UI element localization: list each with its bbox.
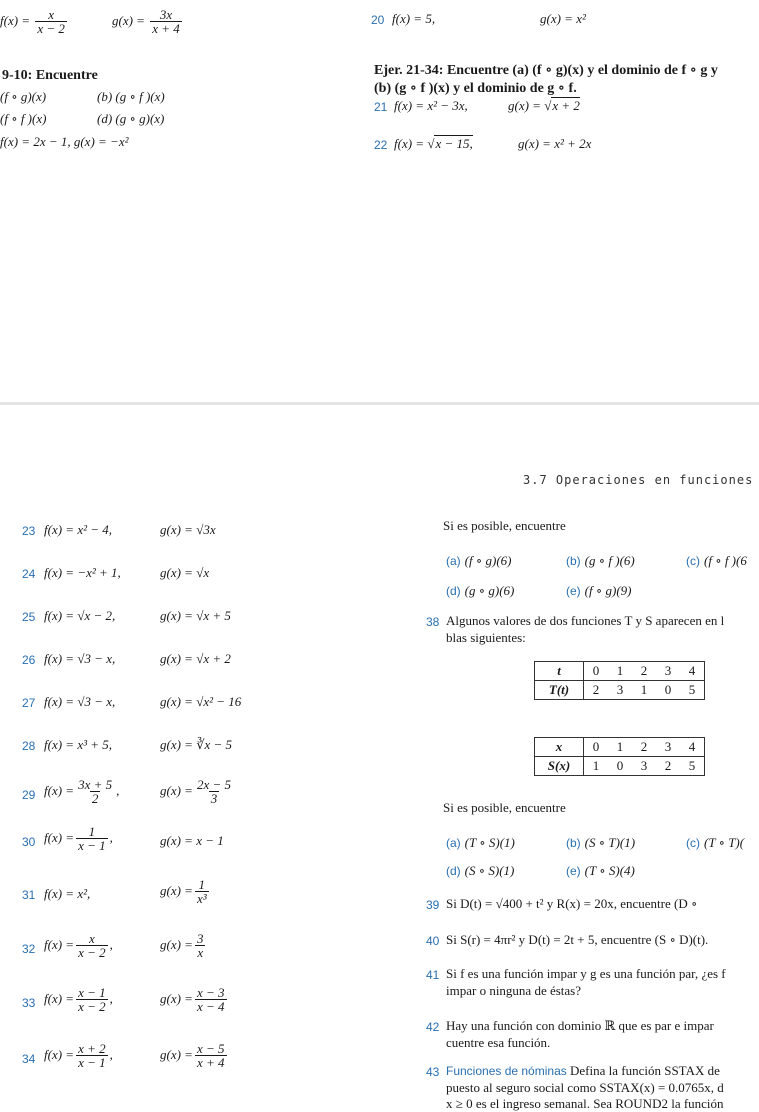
ex27-g: g(x) = √x² − 16 [160,694,242,709]
ex9-10-c: (f ∘ f )(x) [0,111,47,126]
table-T [534,661,705,700]
ex31-g-den: x³ [196,891,207,906]
table-S-row-Sx [535,757,705,776]
ex27-f: f(x) = √3 − x, [44,694,116,709]
part-e-row1 [566,582,631,600]
ex32-g [160,932,207,960]
part-e-expr: (f ∘ g)(9) [584,583,632,598]
table-cell: 1 [584,757,609,776]
table-cell: 0 [656,681,680,700]
top-g-num: 3x [159,7,173,22]
page-divider [0,402,759,405]
ex34-f-num: x + 2 [78,1041,106,1056]
part-b-row1 [566,552,635,570]
ex21-f: f(x) = x² − 3x, [394,98,468,113]
possible-find-2: Si es posible, encuentre [443,800,566,815]
ex27-number: 27 [22,696,36,710]
ex33-g [160,986,229,1014]
table-cell: 2 [632,662,656,681]
ex32-number: 32 [22,942,36,956]
part-a-label: (a) [446,554,461,568]
ex30-f-label: f(x) = [44,829,75,845]
ex33-g-num: x − 3 [196,985,225,1000]
table-cell: 4 [680,662,705,681]
ex20-f: f(x) = 5, [392,11,436,26]
part-c-label: (c) [686,554,700,568]
ex30-f: f(x) = $\frac{1}{x - 1}$ , [44,824,113,853]
ex22-f-radicand: x − 15, [435,136,473,151]
ex29-g-fraction [195,778,233,806]
part-a2-label: (a) [446,836,461,850]
ex43-number: 43 [426,1065,440,1079]
ex10-defs: f(x) = 2x − 1, g(x) = −x² [0,134,129,149]
part-a-row1 [446,552,511,570]
ex39-number: 39 [426,898,440,912]
ex33-g-den: x − 4 [196,999,225,1014]
ex30-g: g(x) = x − 1 [160,833,224,848]
ex39-text: Si D(t) = √400 + t² y R(x) = 20x, encuentre (D ∘ [446,896,698,911]
part-d-label: (d) [446,584,461,598]
ex31-number: 31 [22,888,36,902]
ex33-f-den: x − 2 [78,999,106,1014]
ex34-f-fraction [76,1042,108,1070]
ex34-g-label: g(x) = [160,1046,193,1062]
table-cell: 2 [656,757,680,776]
ex32-g-num: 3 [196,931,204,946]
ex9-10-d: (d) (g ∘ g)(x) [97,111,165,126]
ex31-g-fraction [195,878,209,906]
ex22-f: f(x) = √x − 15, [394,136,473,151]
ex34-g-num: x − 5 [196,1041,225,1056]
table-S-row-x [535,738,705,757]
ex34-g-fraction [195,1042,227,1070]
part-d2-label: (d) [446,864,461,878]
ex42-line1: Hay una función con dominio ℝ que es par e impar [446,1018,714,1033]
table-cell: 2 [584,681,609,700]
ex22-number: 22 [374,138,388,152]
ex34-f: f(x) = $\frac{x + 2}{x - 1}$ , [44,1041,113,1070]
part-e2-label: (e) [566,864,581,878]
ex43-line1 [446,1063,720,1079]
ex32-g-label: g(x) = [160,936,193,952]
ex32-f: f(x) = $\frac{x}{x - 2}$ , [44,931,113,960]
ex34-number: 34 [22,1052,36,1066]
ex29-f-label: f(x) = [44,782,75,798]
ex43-title: Funciones de nóminas [446,1064,567,1078]
ex23-g: g(x) = √3x [160,522,216,537]
ex31-g [160,878,211,906]
part-c2-label: (c) [686,836,700,850]
ex34-f-label: f(x) = [44,1046,75,1062]
top-g-label: g(x) = [112,12,145,28]
ex29-g-label: g(x) = [160,782,193,798]
ex9-10-a: (f ∘ g)(x) [0,89,47,104]
ex30-f-fraction [76,825,108,853]
ex42-number: 42 [426,1020,440,1034]
part-d-row2 [446,862,514,880]
part-d-expr: (g ∘ g)(6) [464,583,515,598]
ex40-text: Si S(r) = 4πr² y D(t) = 2t + 5, encuentre (S ∘ D)(t). [446,932,709,947]
top-f-num: x [48,7,54,22]
top-g-def [112,8,184,36]
ex28-g: g(x) = ∛x − 5 [160,737,233,752]
table-T-row-t [535,662,705,681]
top-f-def [0,8,69,36]
part-e-label: (e) [566,584,581,598]
ex30-number: 30 [22,835,36,849]
ex23-f: f(x) = x² − 4, [44,522,113,537]
ex41-line1: Si f es una función impar y g es una función par, ¿es f [446,966,726,981]
ex21-34-heading-line2: (b) (g ∘ f )(x) y el dominio de g ∘ f. [374,81,577,96]
ex38-number: 38 [426,615,440,629]
ex29-f-num: 3x + 5 [78,777,113,792]
table-cell: 1 [608,662,632,681]
part-a-row2 [446,834,515,852]
part-b-row2 [566,834,635,852]
table-cell: 0 [608,757,632,776]
part-b2-label: (b) [566,836,581,850]
ex32-f-num: x [88,931,95,946]
table-S-header-x: x [535,738,584,757]
ex22-g: g(x) = x² + 2x [518,136,592,151]
ex24-g: g(x) = √x [160,565,210,580]
ex21-34-heading-line1: Ejer. 21-34: Encuentre (a) (f ∘ g)(x) y el dominio de f ∘ g y [374,63,718,78]
ex43-line3: x ≥ 0 es el ingreso semanal. Sea ROUND2 la función [446,1096,724,1111]
ex29-f-fraction [76,778,114,806]
table-cell: 3 [656,662,680,681]
possible-find-1: Si es posible, encuentre [443,518,566,533]
table-cell: 5 [680,757,705,776]
ex29-f-den: 2 [91,791,99,806]
part-c-row2 [686,834,744,852]
table-T-row-Tt [535,681,705,700]
ex32-f-fraction [76,932,108,960]
table-T-header-Tt: T(t) [535,681,584,700]
ex34-g [160,1042,229,1070]
ex33-g-fraction [195,986,227,1014]
part-d2-expr: (S ∘ S)(1) [464,863,515,878]
table-cell: 3 [632,757,656,776]
table-S-header-Sx: S(x) [535,757,584,776]
ex33-f: f(x) = $\frac{x - 1}{x - 2}$ , [44,985,113,1014]
ex25-f: f(x) = √x − 2, [44,608,116,623]
table-cell: 3 [656,738,680,757]
ex30-f-num: 1 [88,824,96,839]
top-f-fraction [35,8,67,36]
ex34-g-den: x + 4 [196,1055,225,1070]
ex24-f: f(x) = −x² + 1, [44,565,121,580]
ex23-number: 23 [22,524,36,538]
ex24-number: 24 [22,567,36,581]
ex25-number: 25 [22,610,36,624]
ex34-f-den: x − 1 [78,1055,106,1070]
table-cell: 2 [632,738,656,757]
ex22-f-label: f(x) = [394,136,425,151]
ex33-number: 33 [22,996,36,1010]
ex32-f-label: f(x) = [44,936,75,952]
part-c2-expr: (T ∘ T)( [704,835,745,850]
ex31-g-label: g(x) = [160,882,193,898]
top-g-fraction [150,8,182,36]
part-a2-expr: (T ∘ S)(1) [464,835,515,850]
ex26-g: g(x) = √x + 2 [160,651,231,666]
ex29-g-den: 3 [210,791,218,806]
part-b-label: (b) [566,554,581,568]
ex31-g-num: 1 [198,877,206,892]
part-c-expr: (f ∘ f )(6 [704,553,747,568]
part-d-row1 [446,582,514,600]
ex30-f-den: x − 1 [78,838,106,853]
table-T-header-t: t [535,662,584,681]
table-cell: 5 [680,681,705,700]
table-cell: 1 [632,681,656,700]
ex21-g-label: g(x) = [508,98,541,113]
ex29-g [160,778,235,806]
ex33-f-fraction [76,986,108,1014]
top-g-den: x + 4 [152,21,180,36]
ex38-line1: Algunos valores de dos funciones T y S aparecen en l [446,613,725,628]
ex41-line2: impar o ninguna de éstas? [446,983,582,998]
ex33-f-label: f(x) = [44,990,75,1006]
table-S [534,737,705,776]
part-b2-expr: (S ∘ T)(1) [584,835,636,850]
ex29-f: f(x) = $\frac{3x + 5}{2}$ , [44,777,120,806]
part-a-expr: (f ∘ g)(6) [464,553,512,568]
ex33-f-num: x − 1 [78,985,106,1000]
table-cell: 0 [584,662,609,681]
ex21-g-radicand: x + 2 [552,98,580,113]
ex28-number: 28 [22,739,36,753]
ex41-number: 41 [426,968,440,982]
ex20-g: g(x) = x² [540,11,586,26]
part-c-row1 [686,552,747,570]
ex32-g-den: x [197,945,204,960]
ex42-line2: cuentre esa función. [446,1035,551,1050]
ex28-f: f(x) = x³ + 5, [44,737,113,752]
ex29-number: 29 [22,788,36,802]
ex9-10-heading: 9-10: Encuentre [2,68,98,83]
top-f-label: f(x) = [0,12,31,28]
ex40-number: 40 [426,934,440,948]
ex25-g: g(x) = √x + 5 [160,608,231,623]
section-header: 3.7 Operaciones en funciones [523,473,754,487]
ex43-line2: puesto al seguro social como SSTAX(x) = 0.0765x, d [446,1080,724,1095]
ex31-f: f(x) = x², [44,886,91,901]
part-b-expr: (g ∘ f )(6) [584,553,635,568]
table-cell: 3 [608,681,632,700]
table-cell: 4 [680,738,705,757]
ex43-line1-text: Defina la función SSTAX de [566,1063,720,1078]
part-e-row2 [566,862,635,880]
ex33-g-label: g(x) = [160,990,193,1006]
ex9-10-b: (b) (g ∘ f )(x) [97,89,165,104]
ex26-f: f(x) = √3 − x, [44,651,116,666]
top-f-den: x − 2 [37,21,65,36]
ex38-line2: blas siguientes: [446,630,526,645]
part-e2-expr: (T ∘ S)(4) [584,863,635,878]
ex20-number: 20 [371,13,385,27]
ex32-f-den: x − 2 [78,945,106,960]
ex21-number: 21 [374,100,388,114]
table-cell: 0 [584,738,609,757]
ex21-g: g(x) = √x + 2 [508,98,580,113]
table-cell: 1 [608,738,632,757]
ex29-g-num: 2x − 5 [196,777,231,792]
ex32-g-fraction [195,932,206,960]
ex26-number: 26 [22,653,36,667]
